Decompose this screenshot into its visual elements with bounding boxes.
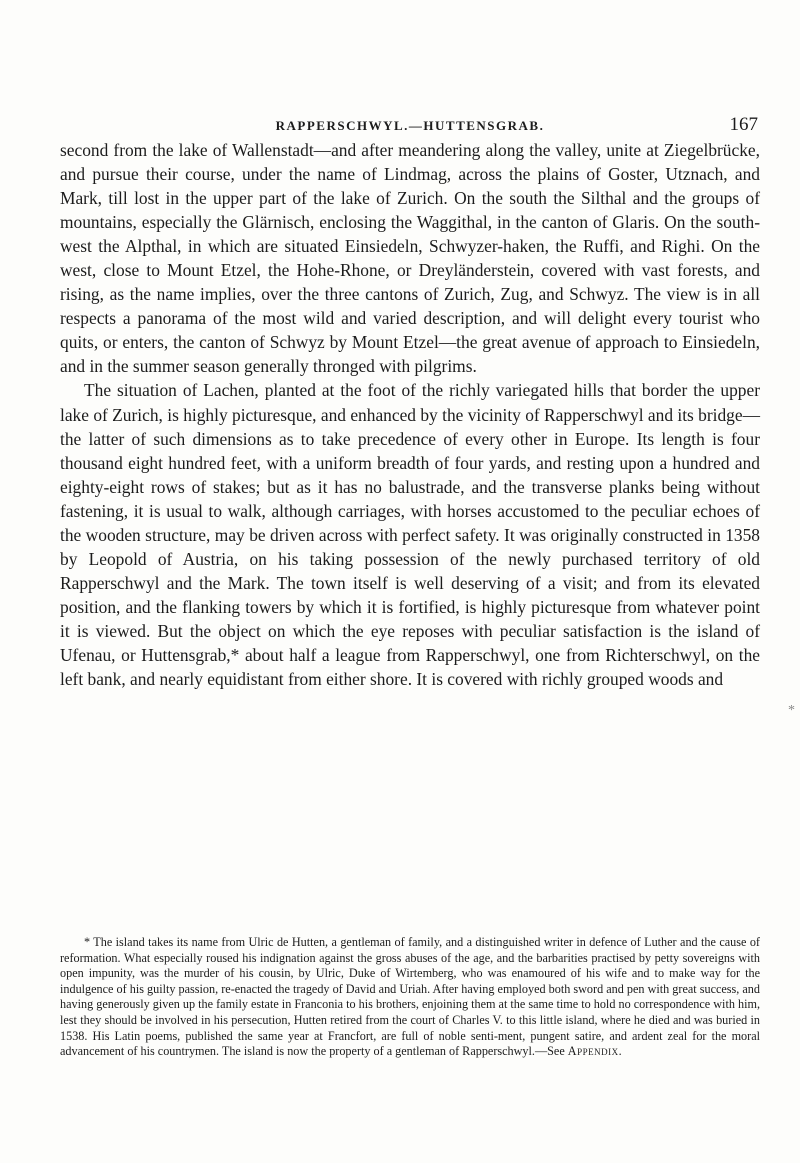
margin-mark: * [788,703,795,718]
running-head: RAPPERSCHWYL.—HUTTENSGRAB. [275,118,545,133]
paragraph: The situation of Lachen, planted at the foot of the richly variegated hills that border the upper lake of Zurich, is highly picturesque, and enhanced by the vicinity of Rapperschwyl and its bridge—the latter of such dimensions as to take precedence of every other in Europe. Its length is four thousand eight hundred feet, with a uniform breadth of four yards, and resting upon a hundred and eighty-eight rows of stakes; but as it has no balustrade, and the transverse planks being without fastening, it is usual to walk, although carriages, with horses accustomed to the peculiar echoes of the wooden structure, may be driven across with perfect safety. It was originally constructed in 1358 by Leopold of Austria, on his taking possession of the newly purchased territory of old Rapperschwyl and the Mark. The town itself is well deserving of a visit; and from its elevated position, and the flanking towers by which it is fortified, is highly picturesque from whatever point it is viewed. But the object on which the eye reposes with peculiar satisfaction is the island of Ufenau, or Huttensgrab,* about half a league from Rapperschwyl, one from Richterschwyl, on the left bank, and nearly equidistant from either shore. It is covered with richly grouped woods and [60,380,760,690]
page-header [60,116,760,138]
body-text [60,138,760,691]
page-number: 167 [729,114,758,135]
paragraph: second from the lake of Wallenstadt—and after meandering along the valley, unite at Ziegelbrücke, and pursue their course, under the name of Lindmag, across the plains of Goster, Utznach, and Mark, till lost in the upper part of the lake of Zurich. On the south the Silthal and the groups of mountains, especially the Glärnisch, enclosing the Waggithal, in the canton of Glaris. On the south-west the Alpthal, in which are situated Einsiedeln, Schwyzer-haken, the Ruffi, and Righi. On the west, close to Mount Etzel, the Hohe-Rhone, or Dreyländerstein, covered with vast forests, and rising, as the name implies, over the three cantons of Zurich, Zug, and Schwyz. The view is in all respects a panorama of the most wild and varied description, and will delight every tourist who quits, or enters, the canton of Schwyz by Mount Etzel—the great avenue of approach to Einsiedeln, and in the summer season generally thronged with pilgrims. [60,140,760,377]
footnote [60,935,760,1060]
footnote-text: * The island takes its name from Ulric de Hutten, a gentleman of family, and a distinguished writer in defence of Luther and the cause of reformation. What especially roused his indignation against the gross abuses of the age, and the barbarities practised by petty sovereigns with open impunity, was the murder of his cousin, by Ulric, Duke of Wirtemberg, who was enamoured of his wife and to make way for the indulgence of his guilty passion, re-enacted the tragedy of David and Uriah. After having employed both sword and pen with great success, and having generously given up the family estate in Franconia to his brothers, enjoining them at the same time to hold no correspondence with him, lest they should be involved in his persecution, Hutten retired from the court of Charles V. to this little island, where he died and was buried in 1538. His Latin poems, published the same year at Francfort, are full of noble senti-ment, pungent satire, and ardent zeal for the moral advancement of his countrymen. The island is now the property of a gentleman of Rapperschwyl.—See [60,935,760,1059]
footnote-see-reference: Appendix. [567,1044,623,1059]
footnote-paragraph [60,935,760,1060]
